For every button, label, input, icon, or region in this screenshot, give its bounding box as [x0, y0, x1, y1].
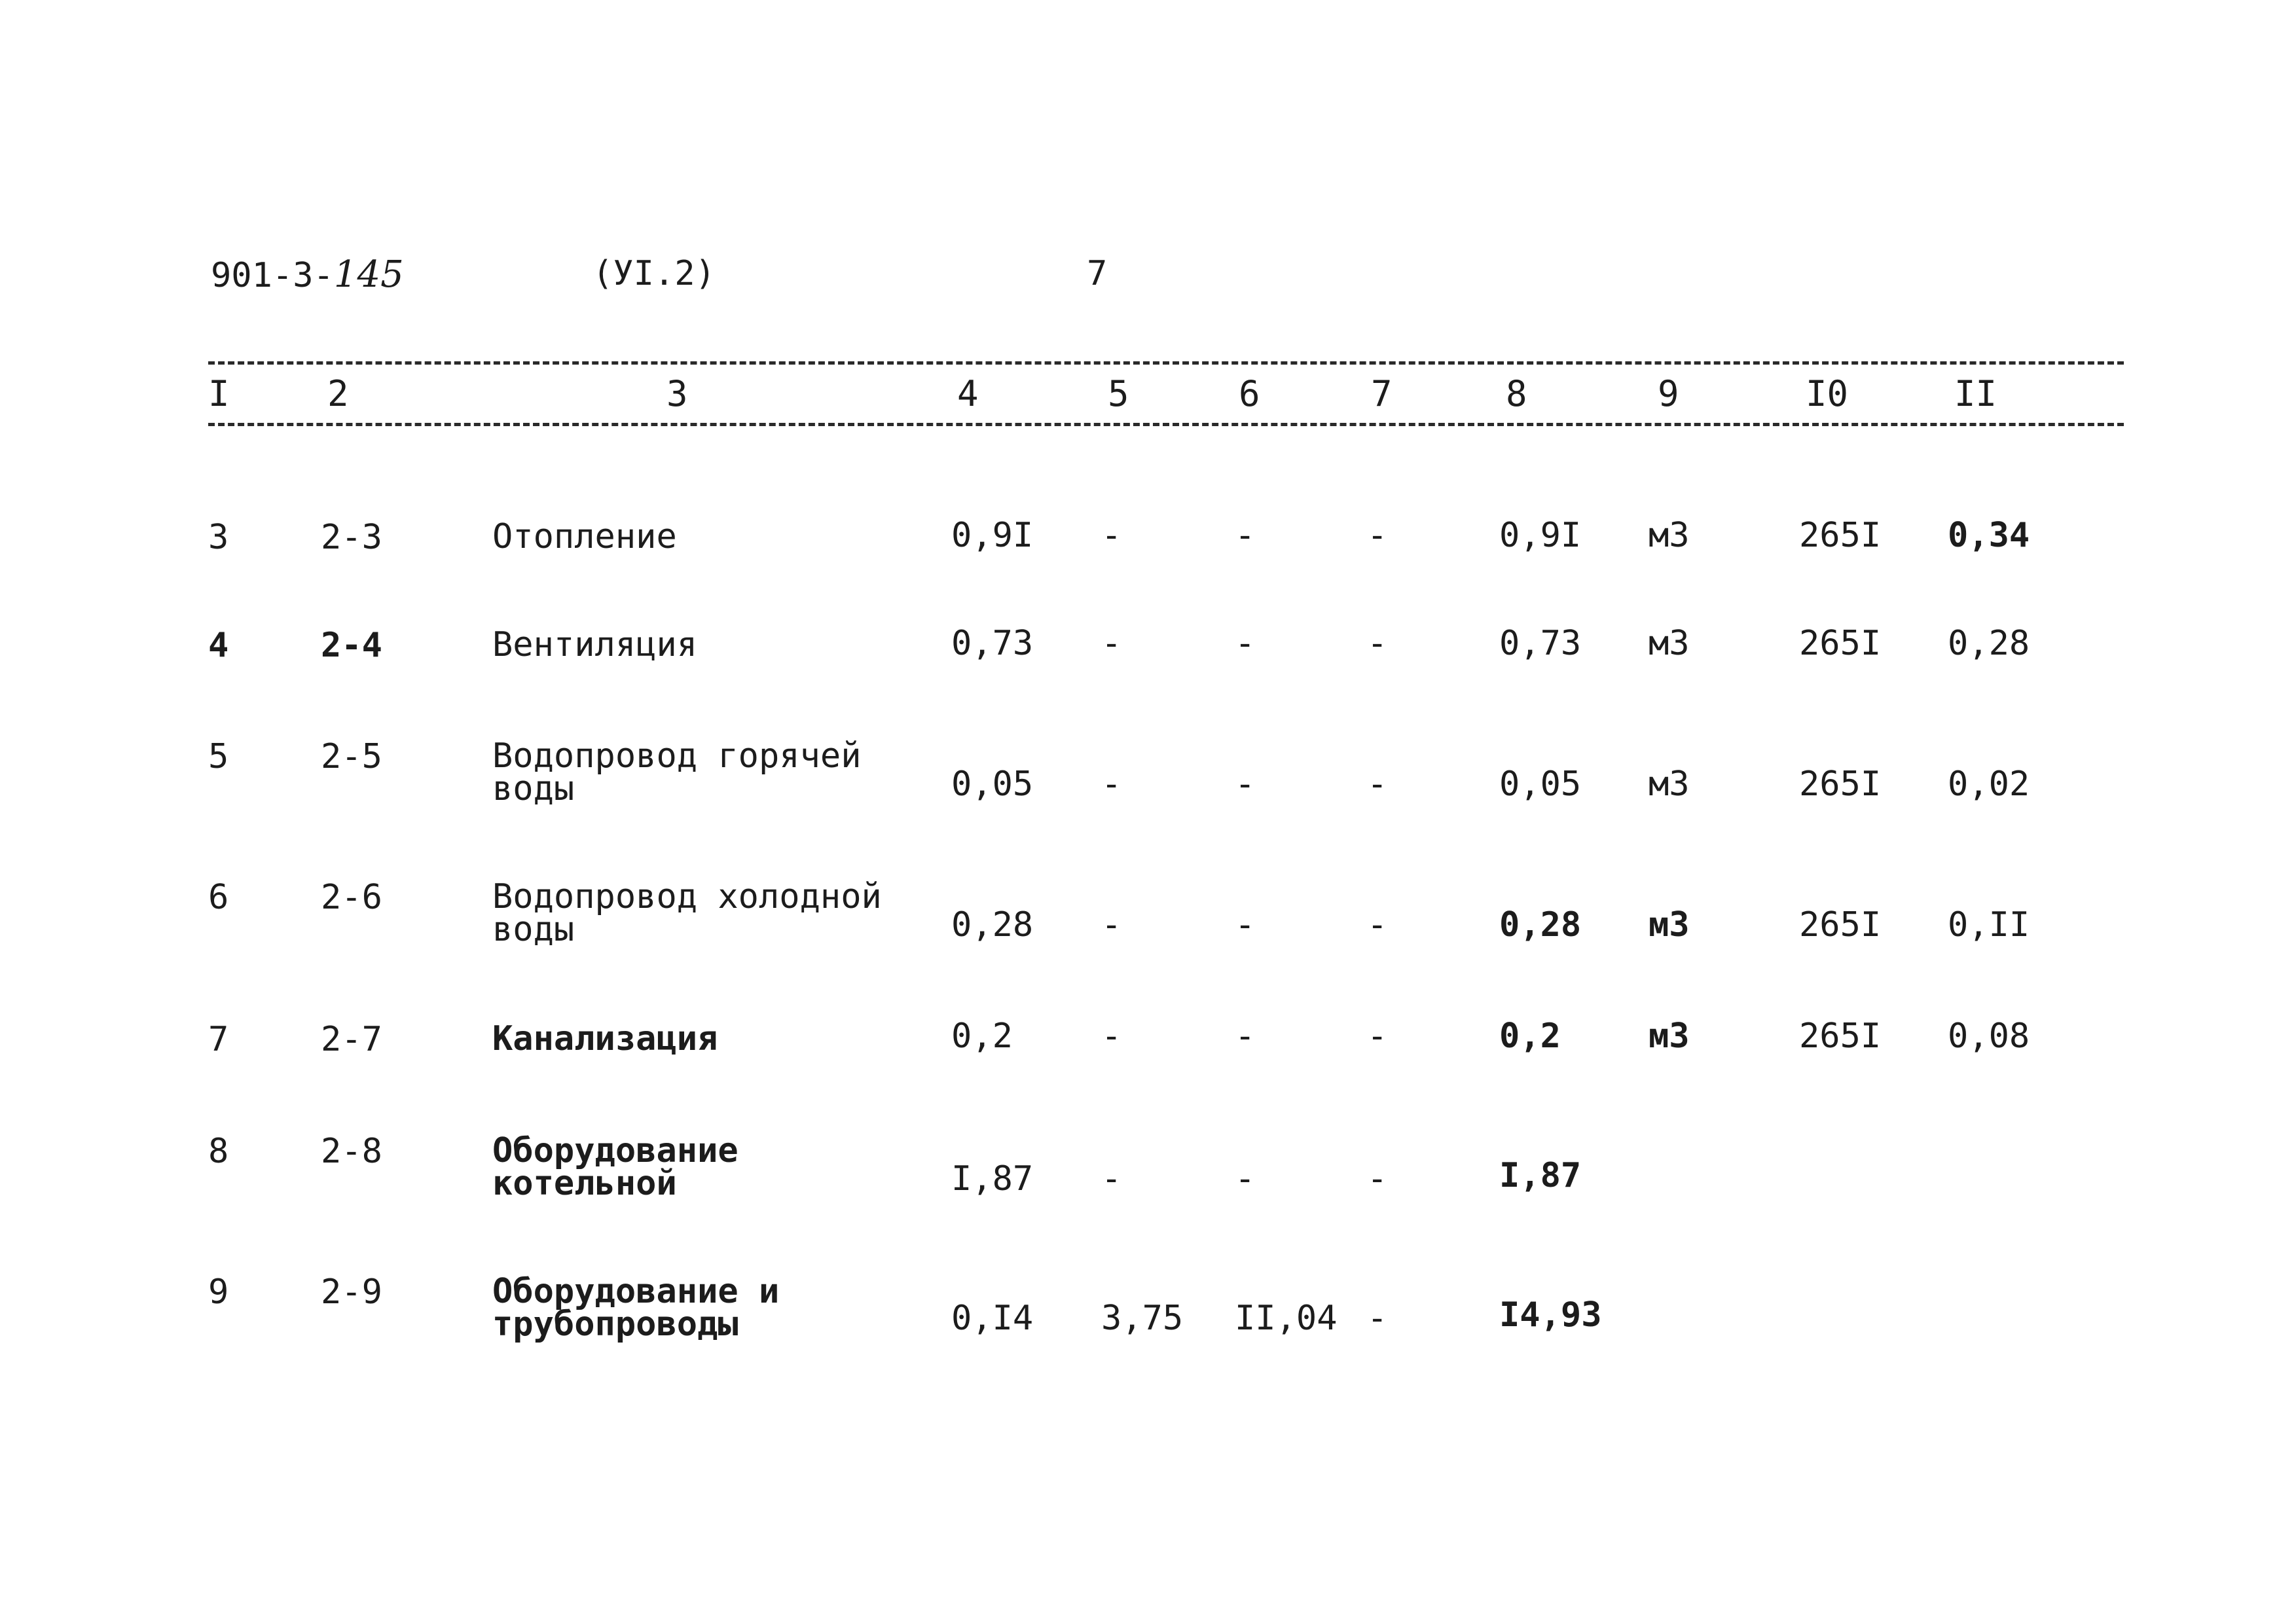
document-code [211, 253, 404, 296]
row-col11: 0,28 [1948, 624, 2030, 663]
row-col8: 0,28 [1499, 905, 1582, 945]
row-name-line2: котельной [492, 1164, 677, 1203]
row-col6: - [1235, 1159, 1256, 1199]
row-col6: - [1235, 516, 1256, 555]
column-number-2: 2 [327, 373, 349, 414]
row-col7: - [1367, 1017, 1388, 1056]
column-number-7: 7 [1371, 373, 1393, 414]
row-col7: - [1367, 765, 1388, 804]
row-col9: м3 [1649, 624, 1690, 663]
row-col4: 0,I4 [951, 1299, 1034, 1338]
row-col6: - [1235, 765, 1256, 804]
row-col11: 0,II [1948, 905, 2030, 945]
row-code: 2-9 [321, 1272, 382, 1312]
row-code: 2-5 [321, 737, 382, 776]
row-col6: - [1235, 624, 1256, 663]
row-number: 8 [208, 1132, 229, 1171]
row-col11: 0,08 [1948, 1017, 2030, 1056]
row-col6: - [1235, 1017, 1256, 1056]
sheet-label: (УI.2) [592, 254, 716, 293]
row-number: 6 [208, 878, 229, 917]
row-col7: - [1367, 1159, 1388, 1199]
row-col7: - [1367, 516, 1388, 555]
row-col4: 0,2 [951, 1017, 1013, 1056]
column-number-9: 9 [1658, 373, 1679, 414]
row-code: 2-6 [321, 878, 382, 917]
row-number: 7 [208, 1020, 229, 1059]
row-col5: - [1101, 905, 1122, 945]
row-col5: - [1101, 624, 1122, 663]
row-col4: 0,05 [951, 765, 1034, 804]
row-code: 2-4 [321, 626, 382, 665]
row-name [492, 1131, 911, 1203]
column-number-5: 5 [1108, 373, 1129, 414]
row-name-line1: Отопление [492, 517, 677, 556]
row-col8: 0,9I [1499, 516, 1582, 555]
row-code: 2-8 [321, 1132, 382, 1171]
row-col9: м3 [1649, 1017, 1690, 1056]
row-code: 2-3 [321, 518, 382, 557]
page-number: 7 [1087, 254, 1108, 293]
row-name-line1: Водопровод горячей [492, 736, 862, 776]
row-name [492, 625, 911, 664]
column-number-10: I0 [1806, 373, 1849, 414]
row-col10: 265I [1799, 905, 1882, 945]
row-col7: - [1367, 905, 1388, 945]
row-col10: 265I [1799, 765, 1882, 804]
row-col9: м3 [1649, 905, 1690, 945]
row-col8: 0,05 [1499, 765, 1582, 804]
row-name-line1: Оборудование [492, 1131, 738, 1170]
row-col8: I,87 [1499, 1156, 1582, 1195]
header-top-rule [208, 361, 2124, 365]
row-col9: м3 [1649, 765, 1690, 804]
row-col4: I,87 [951, 1159, 1034, 1199]
column-number-1: I [208, 373, 230, 414]
row-col11: 0,34 [1948, 516, 2030, 555]
column-number-11: II [1954, 373, 1997, 414]
row-name-line1: Водопровод холодной [492, 877, 882, 916]
column-number-3: 3 [666, 373, 688, 414]
row-name-line2: воды [492, 910, 575, 949]
column-number-6: 6 [1239, 373, 1260, 414]
row-col11: 0,02 [1948, 765, 2030, 804]
row-number: 4 [208, 626, 229, 665]
row-name [492, 736, 911, 808]
header-bottom-rule [208, 423, 2124, 426]
row-col8: 0,2 [1499, 1017, 1561, 1056]
row-number: 5 [208, 737, 229, 776]
row-col7: - [1367, 624, 1388, 663]
row-col10: 265I [1799, 1017, 1882, 1056]
row-name-line1: Канализация [492, 1019, 718, 1058]
row-col7: - [1367, 1299, 1388, 1338]
row-name [492, 1019, 911, 1058]
row-col10: 265I [1799, 516, 1882, 555]
row-col4: 0,73 [951, 624, 1034, 663]
column-number-4: 4 [957, 373, 979, 414]
row-col4: 0,28 [951, 905, 1034, 945]
row-name [492, 517, 911, 556]
row-name-line1: Оборудование и [492, 1272, 780, 1311]
row-col6: - [1235, 905, 1256, 945]
row-col5: - [1101, 1017, 1122, 1056]
row-name [492, 877, 911, 949]
row-col10: 265I [1799, 624, 1882, 663]
row-name [492, 1272, 911, 1344]
row-col5: - [1101, 1159, 1122, 1199]
document-code-handwritten: 145 [333, 253, 404, 296]
row-name-line1: Вентиляция [492, 625, 698, 664]
row-code: 2-7 [321, 1020, 382, 1059]
row-col5: - [1101, 765, 1122, 804]
row-col5: - [1101, 516, 1122, 555]
row-number: 9 [208, 1272, 229, 1312]
row-col4: 0,9I [951, 516, 1034, 555]
row-name-line2: воды [492, 769, 575, 808]
document-code-printed: 901-3- [211, 256, 334, 295]
row-number: 3 [208, 518, 229, 557]
row-col8: 0,73 [1499, 624, 1582, 663]
column-number-8: 8 [1506, 373, 1527, 414]
row-col8: I4,93 [1499, 1295, 1602, 1335]
row-name-line2: трубопроводы [492, 1305, 738, 1344]
row-col9: м3 [1649, 516, 1690, 555]
row-col6: II,04 [1235, 1299, 1338, 1338]
row-col5: 3,75 [1101, 1299, 1184, 1338]
